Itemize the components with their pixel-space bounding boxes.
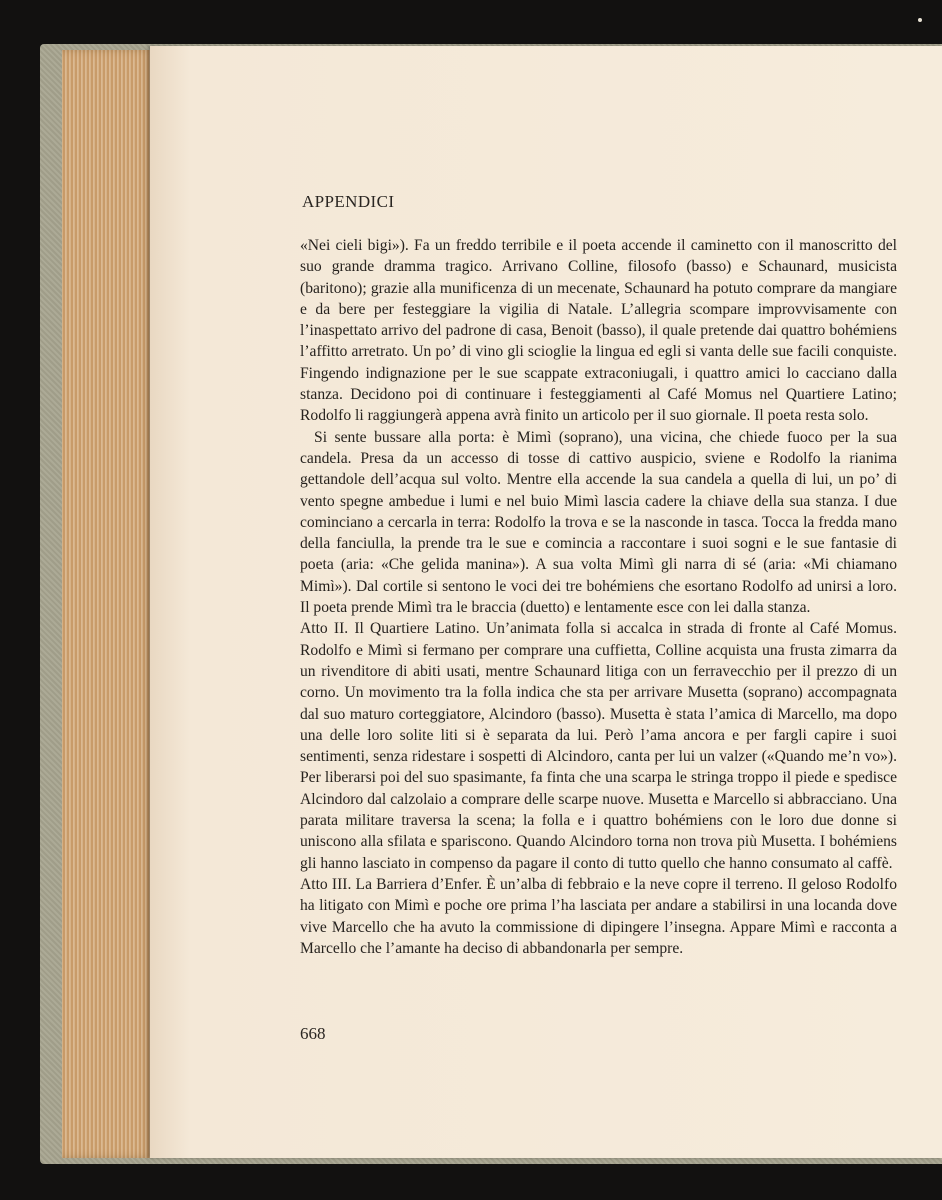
paragraph-act-2: Atto II. Il Quartiere Latino. Un’animata folla si accalca in strada di fronte al Café Momus. Rodolfo e Mimì si fermano per comprare una cuffietta, Colline acquista una frusta zimarra da un rivenditore di abiti usati, mentre Schaunard litiga con un ferravecchio per il prezzo di un corno. Un movimento tra la folla indica che sta per arrivare Musetta (soprano) accompagnata dal suo maturo corteggiatore, Alcindoro (basso). Musetta è stata l’amica di Marcello, ma dopo una delle loro solite liti si è separata da lui. Però l’ama ancora e per fargli capire i suoi sentimenti, senza ridestare i sospetti di Alcindoro, canta per lui un valzer («Quando me’n vo»). Per liberarsi poi del suo spasimante, fa finta che una scarpa le stringa troppo il piede e spedisce Alcindoro dal calzolaio a comprare delle scarpe nuove. Musetta e Marcello si abbracciano. Una parata militare traversa la scena; la folla e i quattro bohémiens con le loro due donne si uniscono alla sfilata e spariscono. Quando Alcindoro torna non trova più Musetta. I bohémiens gli hanno lasciato in compenso da pagare il conto di tutto quello che hanno consumato al caffè. (300, 620, 897, 872)
paragraph-1: «Nei cieli bigi»). Fa un freddo terribile e il poeta accende il caminetto con il manoscritto del suo grande dramma tragico. Arrivano Colline, filosofo (basso) e Schaunard, musicista (baritono); grazie alla munificenza di un mecenate, Schaunard ha potuto comprare da mangiare e da bere per festeggiare la vigilia di Natale. L’allegria scompare improvvisamente con l’inaspettato arrivo del padrone di casa, Benoit (basso), il quale pretende dai quattro bohémiens l’affitto arretrato. Un po’ di vino gli scioglie la lingua ed egli si vanta delle sue facili conquiste. Fingendo indignazione per le sue scappate extraconiugali, i quattro amici lo cacciano dalla stanza. Decidono poi di continuare i festeggiamenti al Café Momus nel Quartiere Latino; Rodolfo li raggiungerà appena avrà finito un articolo per il suo giornale. Il poeta resta solo. (300, 237, 897, 425)
page-number: 668 (300, 1024, 326, 1043)
paragraph-2: Si sente bussare alla porta: è Mimì (soprano), una vicina, che chiede fuoco per la sua candela. Presa da un accesso di tosse di cattivo auspicio, sviene e Rodolfo la rianima gettandole dell’acqua sul volto. Mentre ella accende la sua candela a quella di lui, un po’ di vento spegne ambedue i lumi e nel buio Mimì lascia cadere la chiave della sua stanza. I due cominciano a cercarla in terra: Rodolfo la trova e se la nasconde in tasca. Tocca la fredda mano della fanciulla, la prende tra le sue e comincia a raccontare i suoi sogni e le sue fantasie di poeta (aria: «Che gelida manina»). A sua volta Mimì gli narra di sé (aria: «Mi chiamano Mimì»). Dal cortile si sentono le voci dei tre bohémiens che esortano Rodolfo ad unirsi a loro. Il poeta prende Mimì tra le braccia (duetto) e lentamente esce con lei dalla stanza. (300, 428, 897, 617)
body-text (300, 235, 897, 959)
running-header: APPENDICI (302, 192, 395, 211)
paragraph-act-3: Atto III. La Barriera d’Enfer. È un’alba di febbraio e la neve copre il terreno. Il geloso Rodolfo ha litigato con Mimì e poche ore prima l’ha lasciata per andare a stabilirsi in una locanda dove vive Marcello che ha avuto la commissione di dipingere l’insegna. Appare Mimì e racconta a Marcello che l’amante ha deciso di abbandonarla per sempre. (300, 875, 897, 957)
dust-speck (918, 18, 922, 22)
page-edges (62, 50, 154, 1158)
